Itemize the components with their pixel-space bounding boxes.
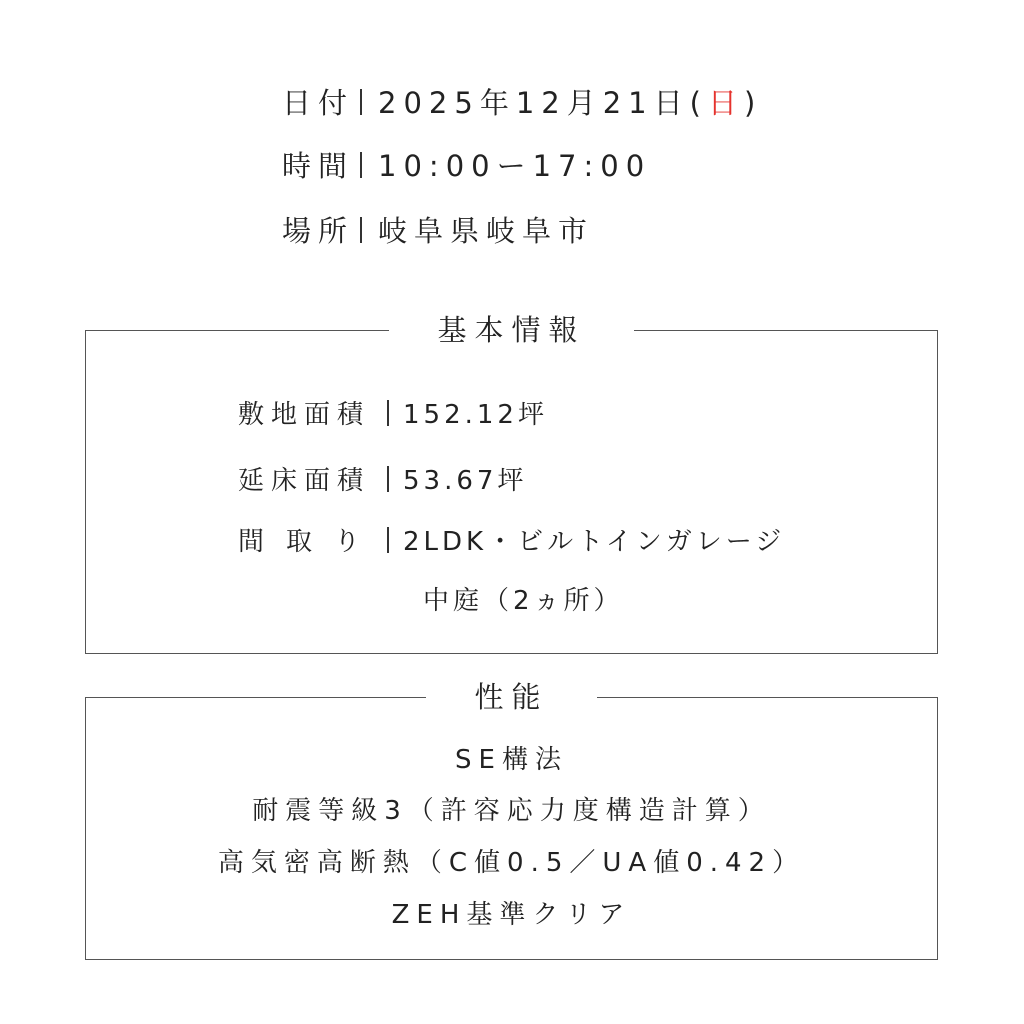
time-value: 10:00ー17:00 — [378, 149, 652, 183]
event-time-row — [282, 146, 651, 186]
basic-info-title: 基本情報 — [389, 305, 633, 355]
floor-area-row — [238, 461, 527, 501]
place-value: 岐阜県岐阜市 — [378, 214, 595, 248]
performance-line: 高気密高断熱（C値0.5／UA値0.42） — [217, 848, 806, 878]
date-label: 日付 — [282, 86, 355, 120]
layout-label: 間取り — [238, 527, 383, 557]
date-weekday: 日 — [707, 86, 744, 120]
courtyard-note: 中庭（2ヵ所） — [423, 586, 624, 616]
performance-box — [85, 680, 938, 960]
event-date-row — [282, 83, 762, 123]
basic-info-box — [85, 313, 938, 654]
layout-row — [238, 522, 785, 562]
date-value: 2025年12月21日( — [378, 86, 708, 120]
performance-line: SE構法 — [455, 745, 568, 775]
divider — [360, 152, 362, 178]
floor-area-value: 53.67坪 — [403, 466, 528, 496]
floor-area-label: 延床面積 — [238, 466, 371, 496]
divider — [387, 400, 389, 426]
divider — [360, 89, 362, 115]
event-place-row — [282, 211, 594, 251]
performance-title-wrap — [86, 672, 937, 722]
time-label: 時間 — [282, 149, 355, 183]
divider — [387, 466, 389, 492]
performance-line: 耐震等級3（許容応力度構造計算） — [252, 796, 771, 826]
site-area-value: 152.12坪 — [403, 400, 548, 430]
place-label: 場所 — [282, 214, 355, 248]
site-area-row — [238, 395, 548, 435]
basic-info-title-wrap — [86, 305, 937, 355]
date-close: ) — [743, 86, 763, 120]
divider — [387, 527, 389, 553]
divider — [360, 217, 362, 243]
layout-value: 2LDK・ビルトインガレージ — [403, 527, 786, 557]
performance-line: ZEH基準クリア — [391, 900, 632, 930]
site-area-label: 敷地面積 — [238, 400, 371, 430]
performance-title: 性能 — [426, 672, 596, 722]
